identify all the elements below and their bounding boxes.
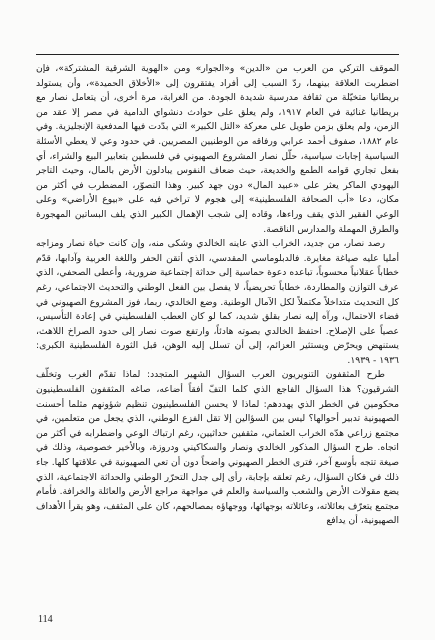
paragraph: طرح المثقفون التنويريون العرب السؤال الشهير المتجدد: لماذا تقدّم الغرب وتخلّف الشرقيون؟ هذا السؤال الفاجع الذي كلما التفّ أفقاً أضاعه، صاغه المثقفون الفلسطينيون محكومين في الخطر الذي يهددهم: لماذا لا يحسن الفلسطينيون تنظيم شؤونهم مثلما أحسنت الصهيونية تدبير أحوالها؟ ليس بين السؤالين إلا تقل الفزع الوطني، الذي يجعل من متعلمين، في مجتمع زراعي هدّه الخراب العثماني، مثقفين حداثيين، رغم ارتباك الوعي واضطرابه في أكثر من اتجاه. طرح السؤال المذكور الخالدي ونصار والسكاكيني ودروزة، وبالأخير خصوصية، وذلك في صيغة تتجه بأوسع آخر، فترى الخطر الصهيوني واضحاً دون أن تعي الصهيونية في علاقتها كلها. جاء ذلك في فكان السؤال، رغم تعلقه بإجابة، رأى إلى جدل التحرّر الوطني والحداثة الاجتماعية، الذي يضع مقولات الأرض والشعب والسياسة والعلم في مواجهة مراجع الأرض والعائلة والخرافة. فأمام مجتمع يتعرّف بعائلاته، وعائلاته بوجهائها، ووجهاؤه بمصالحهم، كان على المثقف، وهو يقرأ الأهداف الصهيونية، أن يدافع (36, 369, 399, 527)
paragraph: رصد نصار، من جديد، الخراب الذي عاينه الخالدي وشكى منه، وإن كانت حياة نصار ومزاجه أمليا عليه صياغة مغايرة. فالدبلوماسي المقدسي، الذي أتقن الحفر واللغة العربية وآدابها، قدّم خطاباً عقلانياً محسوباً، تباعده دعوة حماسية إلى حداثة إجتماعية ضرورية، وأعطى الصحفي، الذي عرف التوازن والمطاردة، خطاباً تحريضياً، لا يفصل بين الفعل الوطني والتحديث الاجتماعي، رغم كل التحديث متداخلاً مكتملاً لكل الآمال الوطنية. وضع الخالدي، ربما، فوز المشروع الصهيوني في فضاء الاحتمال، ورآه إليه نصار بقلق شديد، كما لو كان العطب الفلسطيني في إعادة التأسيس، عصياً على الإصلاح. احتفظ الخالدي بصوته هادئاً، وارتفع صوت نصار إلى حدود الصراخ اللاهث، يستنهض ويحرّض ويستثير العزائم، إلى أن تسلل إليه الوهن، قبل الثورة الفلسطينية الكبرى: ١٩٣٦ - ١٩٣٩. (36, 238, 399, 366)
paragraph: الموقف التركي من العرب من «الدين» و«الجوار» ومن «الهوية الشرقية المشتركة»، فإن اضطربت العلاقة بينهما، ردّ السبب إلى أفراد يفتقرون إلى «الأخلاق الحميدة»، وأن يستولد بريطانيا متخيّلة من ثقافة مدرسية شديدة الجودة. من الغرابة، مرة أخرى، أن يتعامل نصار مع بريطانيا غنائية في العام ١٩١٧، ولم يعلق على حوادث دنشواي الدامية في مصر إلا عقد من الزمن، ولم يعلق بزمن طويل على معركة «التل الكبير» التي بدّدت فيها المدفعية الإنجليزية. وفي عام ١٨٨٢، صفوف أحمد عرابي ورفاقه من الوطنيين المصريين. في حدود وعي لا يعطي الأسئلة السياسية إجابات سياسية، حلّل نصار المشروع الصهيوني في فلسطين بتعابير البيع والشراء، أي بفعل تجاري قوامه الطمع والخديعة، حيث ضعاف النفوس يبادلون الأرض بالمال، وحيث التاجر اليهودي الماكر يعثر على «عبيد المال» دون جهد كبير. وهذا التصوّر، المضطرب في أكثر من مكان، دعا «أب الصحافة الفلسطينية» إلى هجوم لا تراخي فيه على «بيوع الأراضي» وعلى الوعي الفقير الذي يقف وراءها، وقاده إلى شجب الإهمال الكبير الذي يلف البساتين المهجورة والطرق المهملة والمدارس الناقصة. (36, 63, 399, 235)
page-number: 114 (38, 614, 53, 625)
top-rule (36, 54, 399, 55)
body-text (36, 62, 399, 607)
